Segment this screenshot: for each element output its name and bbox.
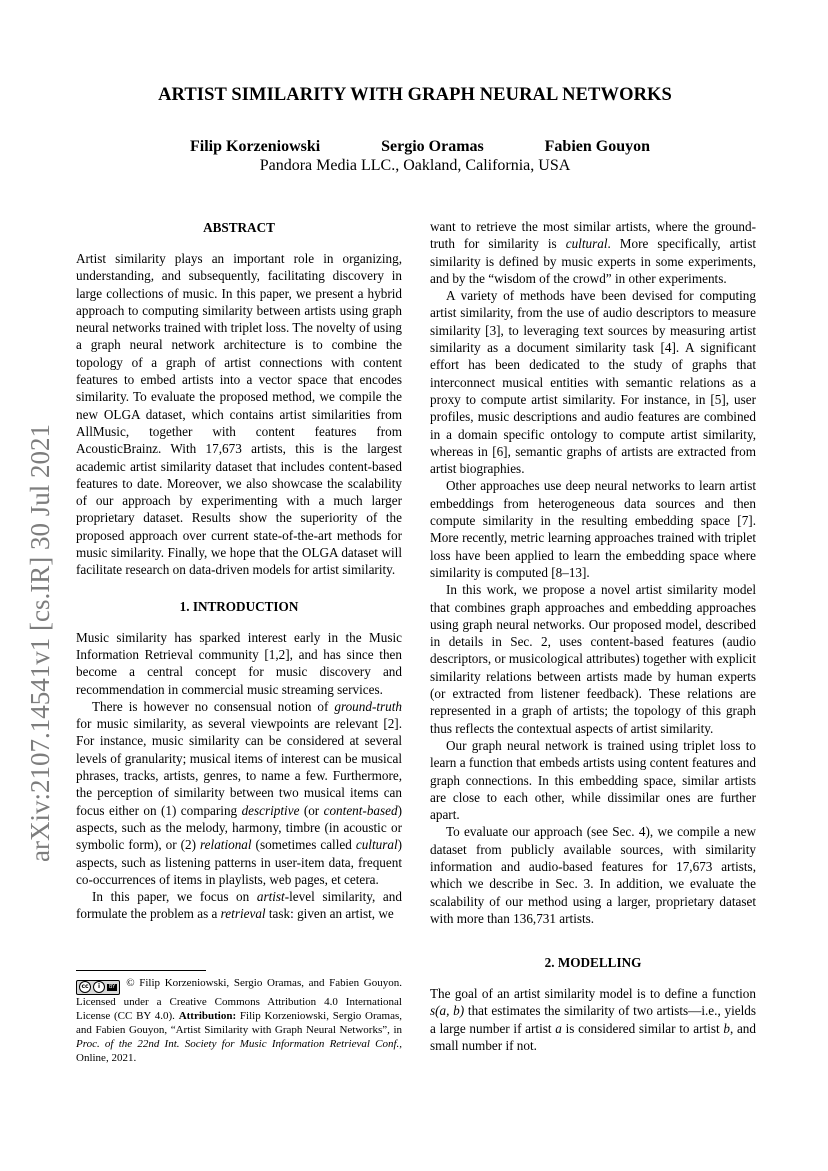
intro-paragraph: To evaluate our approach (see Sec. 4), we compile a new dataset from publicly available sources, with similarity information and audio-based features for 17,673 artists, which we describe in Sec. 3. In addition, we evaluate the scalability of our method using a larger, proprietary dataset with more than 136,731 artists.: [430, 824, 756, 926]
abstract-heading: ABSTRACT: [203, 220, 275, 235]
arxiv-side-stamp: arXiv:2107.14541v1 [cs.IR] 30 Jul 2021: [25, 424, 55, 862]
intro-paragraph: Other approaches use deep neural networks to learn artist embeddings from heterogeneous data sources and then compute similarity in the resulting embedding space [7]. More recently, metric learning approaches trained with triplet loss have been applied to learn the embedding space where similarity is computed [8–13].: [430, 478, 756, 580]
modelling-heading: 2. MODELLING: [544, 955, 642, 971]
intro-paragraph: Music similarity has sparked interest early in the Music Information Retrieval community [1,2], and has since then become a central concept for music discovery and recommendation in commercial music streaming services.: [76, 629, 402, 697]
author-name: Fabien Gouyon: [544, 138, 650, 155]
modelling-paragraph: The goal of an artist similarity model is to define a function s(a, b) that estimates the similarity of two artists—i.e., yields a large number if artist a is considered similar to artist b, and small number if not.: [430, 986, 756, 1054]
author-name: Sergio Oramas: [381, 138, 484, 155]
intro-paragraph: want to retrieve the most similar artists, where the ground-truth for similarity is cultural. More specifically, artist similarity is defined by music experts in some experiments, and by the “wisdom of the crowd” in other experiments.: [430, 219, 756, 286]
abstract-text: Artist similarity plays an important role in organizing, understanding, and subsequently, facilitating discovery in large collections of music. In this paper, we present a hybrid approach to computing similarity between artists using graph neural networks trained with triplet loss. The novelty of using a graph neural network architecture is to combine the topology of a graph of artist connections with content features to embed artists into a vector space that encodes similarity. To evaluate the proposed method, we compile the new OLGA dataset, which contains artist similarities from AllMusic, together with content features from AcousticBrainz. With 17,673 artists, this is the largest academic artist similarity dataset that includes content-based features to date. Moreover, we also showcase the scalability of our approach by experimenting with a much larger proprietary dataset. Results show the superiority of the proposed approach over current state-of-the-art methods for music similarity. Finally, we hope that the OLGA dataset will facilitate research on data-driven models for artist similarity.: [76, 251, 402, 578]
introduction-heading: 1. INTRODUCTION: [179, 598, 299, 614]
intro-paragraph: In this work, we propose a novel artist similarity model that combines graph approaches and embedding approaches using graph neural networks. Our proposed model, described in details in Sec. 2, uses content-based features (audio descriptors, or musicological attributes) together with explicit similarity relations between artists made by human experts (or extracted from listener feedback). These relations are represented in a graph of artists; the topology of this graph thus reflects the contextual aspects of artist similarity.: [430, 582, 756, 736]
right-column: [430, 218, 756, 1054]
intro-paragraph: A variety of methods have been devised for computing artist similarity, from the use of audio descriptors to measure similarity [3], to leveraging text sources by measuring artist similarity as a document similarity task [4]. A significant effort has been dedicated to the study of graphs that interconnect musical entities with semantic relations as a proxy to compute artist similarity. For instance, in [5], user profiles, music descriptions and audio features are combined in a domain specific ontology to compute artist similarity, whereas in [6], semantic graphs of artists are extracted from artist biographies.: [430, 288, 756, 477]
affiliation: Pandora Media LLC., Oakland, California, USA: [259, 157, 571, 174]
author-name: Filip Korzeniowski: [190, 138, 321, 155]
cc-by-icon: cc i BY: [76, 980, 120, 995]
author-list: [190, 138, 650, 156]
left-column: [76, 218, 402, 923]
paper-title: ARTIST SIMILARITY WITH GRAPH NEURAL NETWORKS: [158, 85, 672, 105]
intro-paragraph: In this paper, we focus on artist-level similarity, and formulate the problem as a retrieval task: given an artist, we: [76, 889, 402, 922]
intro-paragraph: There is however no consensual notion of ground-truth for music similarity, as several viewpoints are relevant [2]. For instance, music similarity can be considered at several levels of granularity; musical items of interest can be musical phrases, tracks, artists, genres, to name a few. Furthermore, the perception of similarity between two musical items can focus either on (1) comparing descriptive (or content-based) aspects, such as the melody, harmony, timbre (in acoustic or symbolic form), or (2) relational (sometimes called cultural) aspects, such as listening patterns in user-item data, frequent co-occurrences of items in playlists, web pages, et cetera.: [76, 698, 403, 887]
footnote-rule: [76, 970, 206, 971]
license-footnote: cc i BY © Filip Korzeniowski, Sergio Oramas, and Fabien Gouyon. Licensed under a Creative Commons Attribution 4.0 International License (CC BY 4.0). Attribution: Filip Korzeniowski, Sergio Oramas, and Fabien Gouyon, “Artist Similarity with Graph Neural Networks”, in Proc. of the 22nd Int. Society for Music Information Retrieval Conf., Online, 2021.: [76, 977, 402, 1064]
intro-paragraph: Our graph neural network is trained using triplet loss to learn a function that embeds artists using content features and graph connections. In this embedding space, similar artists are close to each other, while dissimilar ones are further apart.: [430, 737, 756, 823]
